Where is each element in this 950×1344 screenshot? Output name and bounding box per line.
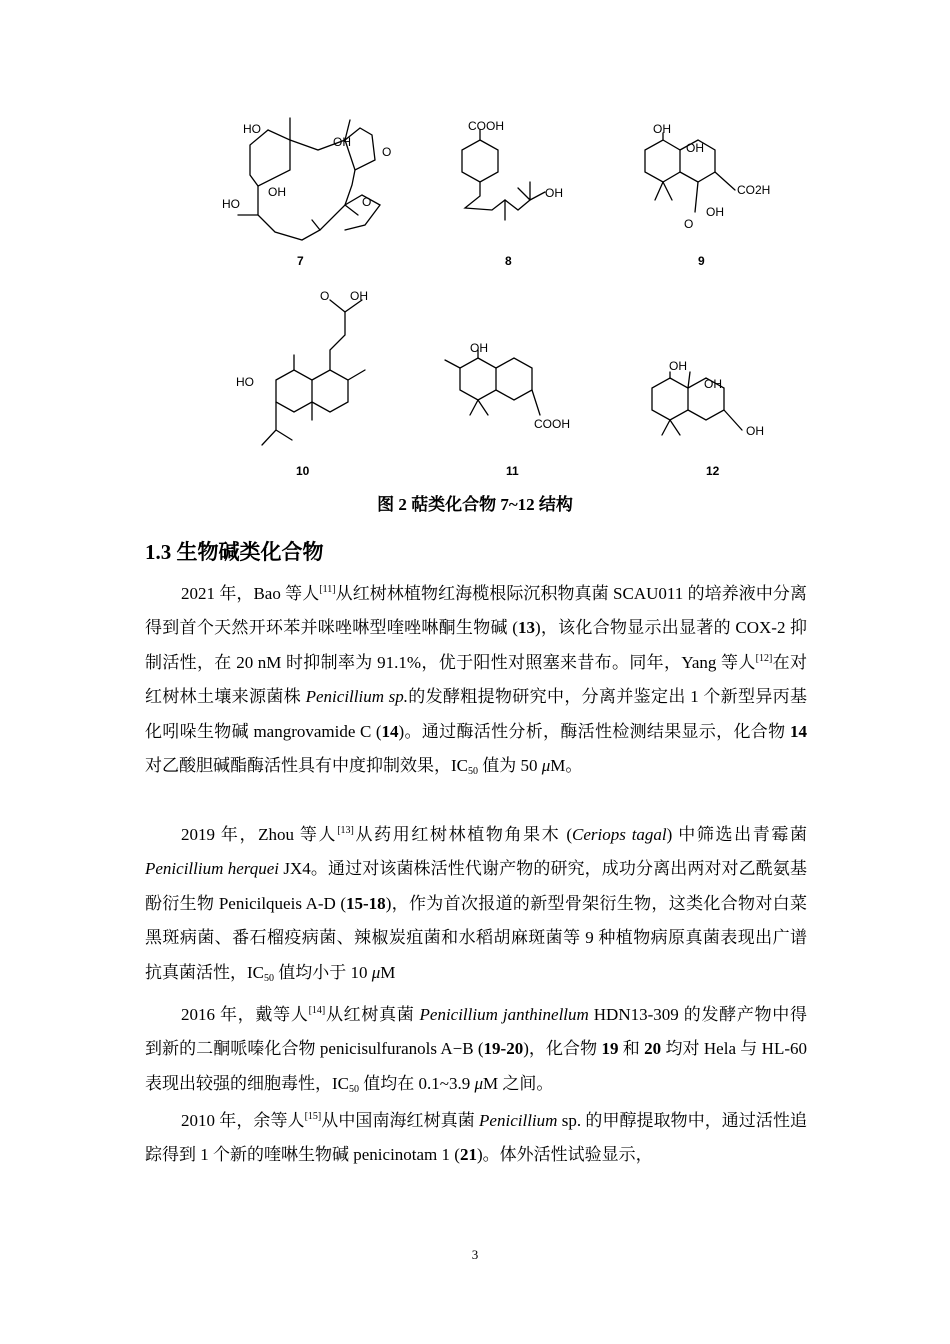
- paragraph-3: 2016 年，戴等人[14]从红树真菌 Penicillium janthinellum HDN13-309 的发酵产物中得到新的二酮哌嗪化合物 penicisulfuranols A−B (19-20)，化合物 19 和 20 均对 Hela 与 HL-60 表现出较强的细胞毒性，$IC_{50}$ 值均在 0.1~3.9 μM 之间。: [145, 1005, 808, 1095]
- compound-10-label-oh: OH: [350, 289, 368, 303]
- compound-7-structure: [238, 118, 380, 240]
- figure-caption: 图 2 萜类化合物 7~12 结构: [377, 495, 573, 514]
- citation-15[interactable]: [15]: [304, 1111, 322, 1122]
- section-heading: 1.3 生物碱类化合物: [145, 540, 324, 564]
- compound-11-structure: [445, 350, 540, 415]
- compound-7-label-oh-2: OH: [268, 185, 286, 199]
- compound-9-label-oh-2: OH: [686, 141, 704, 155]
- compound-7-label-o-ring: O: [382, 145, 392, 159]
- compound-8-label-cooh: COOH: [468, 119, 504, 133]
- compound-10-label-o: O: [320, 289, 330, 303]
- citation-14[interactable]: [14]: [308, 1005, 326, 1016]
- compound-12-number: 12: [706, 464, 720, 478]
- compound-7-label-ho-1: HO: [243, 122, 261, 136]
- paragraph-1: 2021 年，Bao 等人[11]从红树林植物红海榄根际沉积物真菌 SCAU011 的培养液中分离得到首个天然开环苯并咪唑啉型喹唑啉酮生物碱 (13)，该化合物显示出显著的 COX-2 抑制活性，在 20 nM 时抑制率为 91.1%，优于阳性对照塞来昔布。同年，Yang 等人[12]在对红树林土壤来源菌株 Penicillium sp.的发酵粗提物研究中，分离并鉴定出 1 个新型异丙基化吲哚生物碱 mangrovamide C (14)。通过酶活性分析，酶活性检测结果显示，化合物 14 对乙酸胆碱酯酶活性具有中度抑制效果，$IC_{50}$ 值为 50 μM。: [145, 584, 808, 778]
- compound-7-label-oh-1: OH: [333, 135, 351, 149]
- compound-9-number: 9: [698, 254, 705, 268]
- compound-10-label-ho: HO: [236, 375, 254, 389]
- compound-8-label-oh: OH: [545, 186, 563, 200]
- compound-12-label-oh-3: OH: [746, 424, 764, 438]
- compound-7-label-o-ketone: O: [362, 195, 372, 209]
- paragraph-2: 2019 年，Zhou 等人[13]从药用红树林植物角果木 (Ceriops tagal) 中筛选出青霉菌 Penicillium herquei JX4。通过对该菌株活性代谢产物的研究，成功分离出两对对乙酰氨基酚衍生物 Penicilqueis A-D (15-18)，作为首次报道的新型骨架衍生物，这类化合物对白菜黑斑病菌、番石榴疫病菌、辣椒炭疽菌和水稻胡麻斑菌等 9 种植物病原真菌表现出广谱抗真菌活性，$IC_{50}$ 值均小于 10 μM: [145, 825, 807, 984]
- compound-11-label-cooh: COOH: [534, 417, 570, 431]
- citation-11[interactable]: [11]: [319, 584, 336, 595]
- compound-12-label-oh-2: OH: [704, 377, 722, 391]
- page-number: 3: [471, 1247, 479, 1262]
- compound-7-number: 7: [297, 254, 304, 268]
- compound-9-label-oh-3: OH: [706, 205, 724, 219]
- compound-9-label-oh-1: OH: [653, 122, 671, 136]
- compound-12-structure: [652, 372, 742, 435]
- compound-12-label-oh-1: OH: [669, 359, 687, 373]
- citation-12[interactable]: [12]: [755, 652, 773, 664]
- compound-11-label-oh: OH: [470, 341, 488, 355]
- compound-10-structure: [262, 300, 365, 445]
- citation-13[interactable]: [13]: [337, 825, 354, 836]
- compound-9-label-co2h: CO2H: [737, 183, 771, 197]
- structures-figure: [0, 0, 950, 480]
- compound-8-number: 8: [505, 254, 512, 268]
- compound-7-label-ho-2: HO: [222, 197, 240, 211]
- compound-10-number: 10: [296, 464, 310, 478]
- compound-9-label-o: O: [684, 217, 694, 231]
- compound-8-structure: [462, 130, 545, 220]
- compound-11-number: 11: [506, 464, 519, 478]
- paragraph-4: 2010 年，余等人[15]从中国南海红树真菌 Penicillium sp. 的甲醇提取物中，通过活性追踪得到 1 个新的喹啉生物碱 penicinotam 1 (21)。体外活性试验显示，: [145, 1111, 807, 1165]
